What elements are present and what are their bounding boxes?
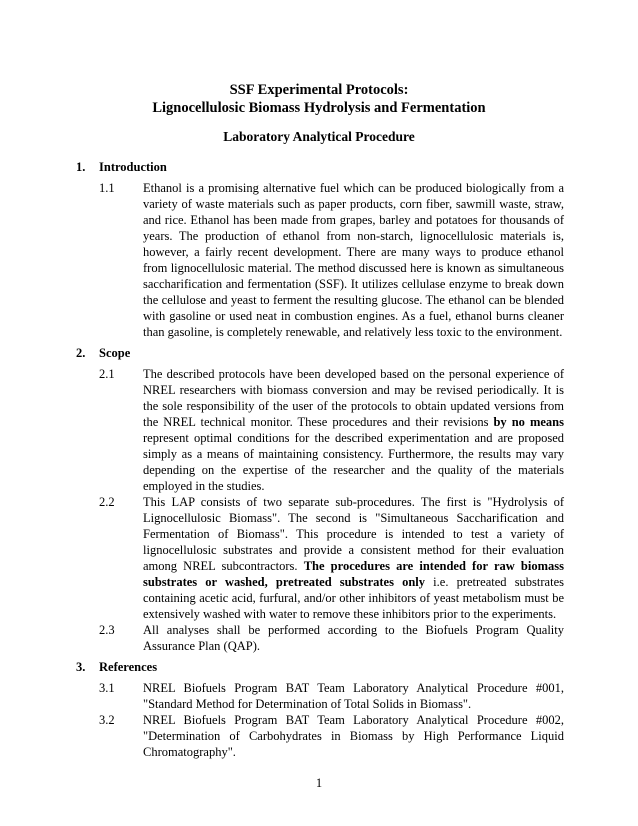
paragraph-line: years. The production of ethanol from non-starch, lignocellulosic materials is, [143,229,564,243]
paragraph-line: than gasoline, is completely renewable, and relatively less toxic to the environment. [143,325,563,339]
item-number: 3.1 [99,681,115,695]
paragraph-line: saccharification and fermentation (SSF). It utilizes cellulase enzyme to break down [143,277,564,291]
paragraph-line: Fermentation of Biomass". This procedure is intended to test a variety of [143,527,564,541]
section-heading-introduction: Introduction [99,160,167,174]
paragraph-line: variety of waste materials such as paper products, corn fiber, sawmill waste, straw, [143,197,564,211]
paragraph-line: lignocellulosic substrates and provide a consistent method for their evaluation [143,543,564,557]
paragraph-line: and rice. Ethanol has been made from grapes, barley and potatoes for thousands of [143,213,564,227]
paragraph-line [143,574,564,590]
paragraph-line [143,414,564,430]
paragraph-line: Lignocellulosic Biomass". The second is "Simultaneous Saccharification and [143,511,564,525]
paragraph-line: from lignocellulosic material. The method discussed here is known as simultaneous [143,261,564,275]
paragraph-line: however, a fairly recent development. There are many ways to produce ethanol [143,245,564,259]
document-subtitle: Laboratory Analytical Procedure [223,129,415,144]
section-heading-scope: Scope [99,346,131,360]
paragraph-line: depending on the expertise of the researcher and the quality of the materials [143,463,564,477]
item-number: 1.1 [99,181,115,195]
paragraph-line: represent optimal conditions for the described experimentation and are proposed [143,431,564,445]
reference-line: NREL Biofuels Program BAT Team Laboratory Analytical Procedure #001, [143,681,564,695]
document-title: SSF Experimental Protocols: [229,82,409,98]
paragraph-line: All analyses shall be performed according to the Biofuels Program Quality [143,623,564,637]
page-number: 1 [315,776,323,790]
reference-line: "Standard Method for Determination of Total Solids in Biomass". [143,697,472,711]
document-title-line2: Lignocellulosic Biomass Hydrolysis and Fermentation [152,100,486,116]
item-number: 2.3 [99,623,115,637]
paragraph-line: employed in the studies. [143,479,265,493]
reference-line: "Determination of Carbohydrates in Biomass by High Performance Liquid [143,729,564,743]
paragraph-line: The described protocols have been developed based on the personal experience of [143,367,564,381]
paragraph-line: with gasoline or used neat in combustion engines. As a fuel, ethanol burns cleaner [143,309,564,323]
item-number: 3.2 [99,713,115,727]
paragraph-line: Ethanol is a promising alternative fuel which can be produced biologically from a [143,181,564,195]
section-number: 2. [76,346,86,360]
paragraph-line [143,558,564,574]
paragraph-text: i.e. pretreated substrates [425,575,564,589]
paragraph-line: This LAP consists of two separate sub-procedures. The first is "Hydrolysis of [143,495,564,509]
paragraph-line: the sole responsibility of the user of the protocols to obtain updated versions from [143,399,564,413]
paragraph-line: NREL researchers with biomass conversion and may be revised periodically. It is [143,383,564,397]
paragraph-line: containing acetic acid, furfural, and/or other inhibitors of yeast metabolism must be [143,591,564,605]
reference-line: NREL Biofuels Program BAT Team Laboratory Analytical Procedure #002, [143,713,564,727]
section-number: 1. [76,160,86,174]
reference-line: Chromatography". [143,745,236,759]
paragraph-line: Assurance Plan (QAP). [143,639,260,653]
paragraph-text: the NREL technical monitor. These procedures and their revisions [143,415,494,429]
paragraph-line: the cellulose and yeast to ferment the resulting glucose. The ethanol can be blended [143,293,564,307]
paragraph-line: extensively washed with water to remove these inhibitors prior to the experiments. [143,607,557,621]
emphasis-text: substrates or washed, pretreated substrates only [143,575,426,589]
emphasis-text: The procedures are intended for raw biomass [303,559,564,573]
paragraph-text: among NREL subcontractors. [143,559,304,573]
section-heading-references: References [99,660,158,674]
section-number: 3. [76,660,86,674]
emphasis-text: by no means [493,415,564,429]
paragraph-line: simply as a means of maintaining consistency. Furthermore, the results may vary [143,447,564,461]
item-number: 2.1 [99,367,115,381]
item-number: 2.2 [99,495,115,509]
